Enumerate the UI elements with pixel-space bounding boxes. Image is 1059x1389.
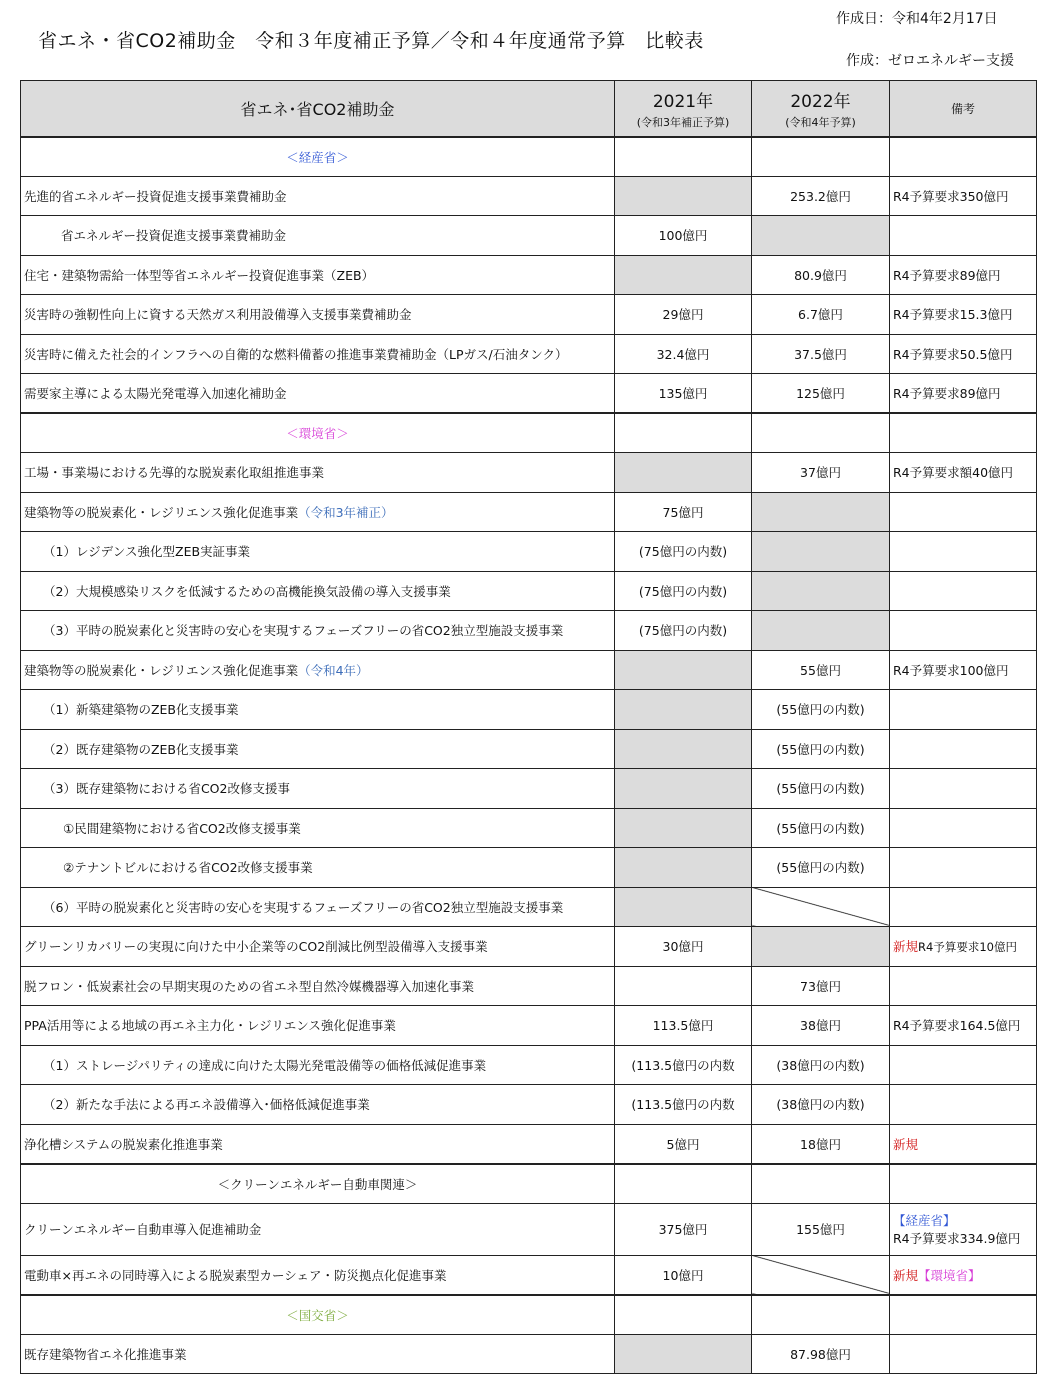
table-row [21,1203,1037,1255]
header-name: 省エネ･省CO2補助金 [21,81,615,137]
table-row [21,650,1037,690]
row-2022: (55億円の内数) [752,729,890,769]
row-name: 建築物等の脱炭素化・レジリエンス強化促進事業（令和3年補正） [21,492,615,532]
row-2022: 18億円 [752,1124,890,1164]
header-row [21,81,1037,137]
row-2022: 6.7億円 [752,295,890,335]
row-2021: 32.4億円 [615,334,752,374]
row-name: 脱フロン・低炭素社会の早期実現のための省エネ型自然冷媒機器導入加速化事業 [21,966,615,1006]
table-row [21,216,1037,256]
table-row [21,848,1037,888]
row-memo [890,571,1037,611]
row-2021 [615,176,752,216]
row-2021 [615,848,752,888]
row-memo [890,848,1037,888]
row-2021 [615,1334,752,1374]
ministry-tag: 【環境省】 [918,1267,981,1283]
row-memo [890,611,1037,651]
author: 作成：ゼロエネルギー支援 [846,53,1014,69]
header-2021: 2021年 (令和3年補正予算) [615,81,752,137]
row-name: 省エネルギー投資促進支援事業費補助金 [21,216,615,256]
table-row [21,374,1037,414]
row-name: （2）既存建築物のZEB化支援事業 [21,729,615,769]
row-name: 先進的省エネルギー投資促進支援事業費補助金 [21,176,615,216]
table-row [21,532,1037,572]
row-name: 工場・事業場における先導的な脱炭素化取組推進事業 [21,453,615,493]
row-memo: R4予算要求額40億円 [890,453,1037,493]
row-memo: R4予算要求50.5億円 [890,334,1037,374]
table-row [21,769,1037,809]
row-name: グリーンリカバリーの実現に向けた中小企業等のCO2削減比例型設備導入支援事業 [21,927,615,967]
row-2021: 113.5億円 [615,1006,752,1046]
table-row [21,1124,1037,1164]
row-2022 [752,532,890,572]
row-2021 [615,729,752,769]
header-2022: 2022年 (令和4年予算) [752,81,890,137]
row-2021 [615,966,752,1006]
row-name: PPA活用等による地域の再エネ主力化・レジリエンス強化促進事業 [21,1006,615,1046]
row-2022: 253.2億円 [752,176,890,216]
row-2022: 80.9億円 [752,255,890,295]
row-name: （3）既存建築物における省CO2改修支援事 [21,769,615,809]
table-row [21,690,1037,730]
row-2022: 125億円 [752,374,890,414]
row-2021: (75億円の内数) [615,532,752,572]
table-row [21,1045,1037,1085]
row-memo [890,532,1037,572]
row-memo [890,729,1037,769]
row-memo: R4予算要求89億円 [890,374,1037,414]
row-2022: (55億円の内数) [752,769,890,809]
row-2021 [615,690,752,730]
row-2021: 135億円 [615,374,752,414]
row-2021: 375億円 [615,1203,752,1255]
row-memo [890,808,1037,848]
row-memo [890,1334,1037,1374]
row-2022: (38億円の内数) [752,1085,890,1125]
table-row [21,966,1037,1006]
row-name: （3）平時の脱炭素化と災害時の安心を実現するフェーズフリーの省CO2独立型施設支援事業 [21,611,615,651]
row-name: 浄化槽システムの脱炭素化推進事業 [21,1124,615,1164]
created-date: 作成日：令和4年2月17日 [836,11,998,27]
section-row [21,1164,1037,1204]
row-name: （1）レジデンス強化型ZEB実証事業 [21,532,615,572]
table-row [21,176,1037,216]
row-memo [890,1045,1037,1085]
row-2021 [615,887,752,927]
row-2022: 38億円 [752,1006,890,1046]
section-row [21,413,1037,453]
row-memo [890,690,1037,730]
row-2022: (55億円の内数) [752,848,890,888]
row-2021: (75億円の内数) [615,571,752,611]
row-memo [890,769,1037,809]
row-name: （1）新築建築物のZEB化支援事業 [21,690,615,730]
table-row [21,1006,1037,1046]
page-title: 省エネ・省CO2補助金 令和３年度補正予算／令和４年度通常予算 比較表 [38,30,704,52]
row-2022: 37.5億円 [752,334,890,374]
row-memo: R4予算要求15.3億円 [890,295,1037,335]
row-tag: （令和3年補正） [298,504,394,520]
row-2021: 75億円 [615,492,752,532]
row-2022 [752,492,890,532]
table-row [21,887,1037,927]
table-row [21,255,1037,295]
row-2021 [615,650,752,690]
table-row [21,453,1037,493]
row-2022 [752,216,890,256]
row-2022 [752,927,890,967]
row-2022 [752,571,890,611]
row-memo [890,216,1037,256]
table-row [21,729,1037,769]
table-row [21,571,1037,611]
row-2021: (113.5億円の内数 [615,1045,752,1085]
section-moe: ＜環境省＞ [21,413,615,453]
row-2022: (55億円の内数) [752,690,890,730]
row-name: 災害時に備えた社会的インフラへの自衛的な燃料備蓄の推進事業費補助金（LPガス/石油タンク） [21,334,615,374]
row-2022: 37億円 [752,453,890,493]
row-memo [890,887,1037,927]
row-tag: （令和4年） [298,662,369,678]
section-row [21,137,1037,177]
row-2022: 155億円 [752,1203,890,1255]
row-name: 建築物等の脱炭素化・レジリエンス強化促進事業（令和4年） [21,650,615,690]
row-2021: 29億円 [615,295,752,335]
row-2021: 5億円 [615,1124,752,1164]
row-memo: 【経産省】 R4予算要求334.9億円 [890,1203,1037,1255]
table-row [21,927,1037,967]
row-2022-not-applicable [752,1255,890,1295]
new-badge: 新規 [890,1124,1037,1164]
row-2021: 30億円 [615,927,752,967]
row-name: （6）平時の脱炭素化と災害時の安心を実現するフェーズフリーの省CO2独立型施設支援事業 [21,887,615,927]
row-name: 需要家主導による太陽光発電導入加速化補助金 [21,374,615,414]
row-2022 [752,611,890,651]
row-name: （2）大規模感染リスクを低減するための高機能換気設備の導入支援事業 [21,571,615,611]
row-memo [890,1255,1037,1295]
row-2021: (75億円の内数) [615,611,752,651]
row-2021 [615,808,752,848]
header-memo: 備考 [890,81,1037,137]
row-memo [890,492,1037,532]
table-row [21,611,1037,651]
section-clean-car: ＜クリーンエネルギー自動車関連＞ [21,1164,615,1204]
row-memo [890,966,1037,1006]
row-2021: 10億円 [615,1255,752,1295]
new-badge: 新規 [893,939,919,955]
row-2022: 55億円 [752,650,890,690]
table-row [21,492,1037,532]
subsidy-comparison-table [20,80,1037,1374]
row-name: 災害時の強靭性向上に資する天然ガス利用設備導入支援事業費補助金 [21,295,615,335]
row-name: クリーンエネルギー自動車導入促進補助金 [21,1203,615,1255]
row-name: ②テナントビルにおける省CO2改修支援事業 [21,848,615,888]
row-2022: 73億円 [752,966,890,1006]
row-2022: (38億円の内数) [752,1045,890,1085]
row-name: （1）ストレージパリティの達成に向けた太陽光発電設備等の価格低減促進事業 [21,1045,615,1085]
row-2021 [615,453,752,493]
section-meti: ＜経産省＞ [21,137,615,177]
row-memo: R4予算要求89億円 [890,255,1037,295]
row-memo: R4予算要求350億円 [890,176,1037,216]
row-name: ①民間建築物における省CO2改修支援事業 [21,808,615,848]
new-badge: 新規 [893,1267,919,1283]
row-2021 [615,255,752,295]
row-2021: 100億円 [615,216,752,256]
row-name: 既存建築物省エネ化推進事業 [21,1334,615,1374]
table-row [21,1334,1037,1374]
table-row [21,1255,1037,1295]
section-mlit: ＜国交省＞ [21,1295,615,1335]
row-name: （2）新たな手法による再エネ設備導入･価格低減促進事業 [21,1085,615,1125]
row-2022: (55億円の内数) [752,808,890,848]
table-row [21,1085,1037,1125]
row-name: 住宅・建築物需給一体型等省エネルギー投資促進事業（ZEB） [21,255,615,295]
row-memo [890,1085,1037,1125]
row-name: 電動車×再エネの同時導入による脱炭素型カーシェア・防災拠点化促進事業 [21,1255,615,1295]
row-2021: (113.5億円の内数 [615,1085,752,1125]
row-memo: R4予算要求100億円 [890,650,1037,690]
row-memo: 新規R4予算要求10億円 [890,927,1037,967]
ministry-tag: 【経産省】 [893,1213,956,1228]
section-row [21,1295,1037,1335]
row-2021 [615,769,752,809]
table-row [21,295,1037,335]
row-2022: 87.98億円 [752,1334,890,1374]
table-row [21,808,1037,848]
row-memo: R4予算要求164.5億円 [890,1006,1037,1046]
row-2022-not-applicable [752,887,890,927]
table-row [21,334,1037,374]
